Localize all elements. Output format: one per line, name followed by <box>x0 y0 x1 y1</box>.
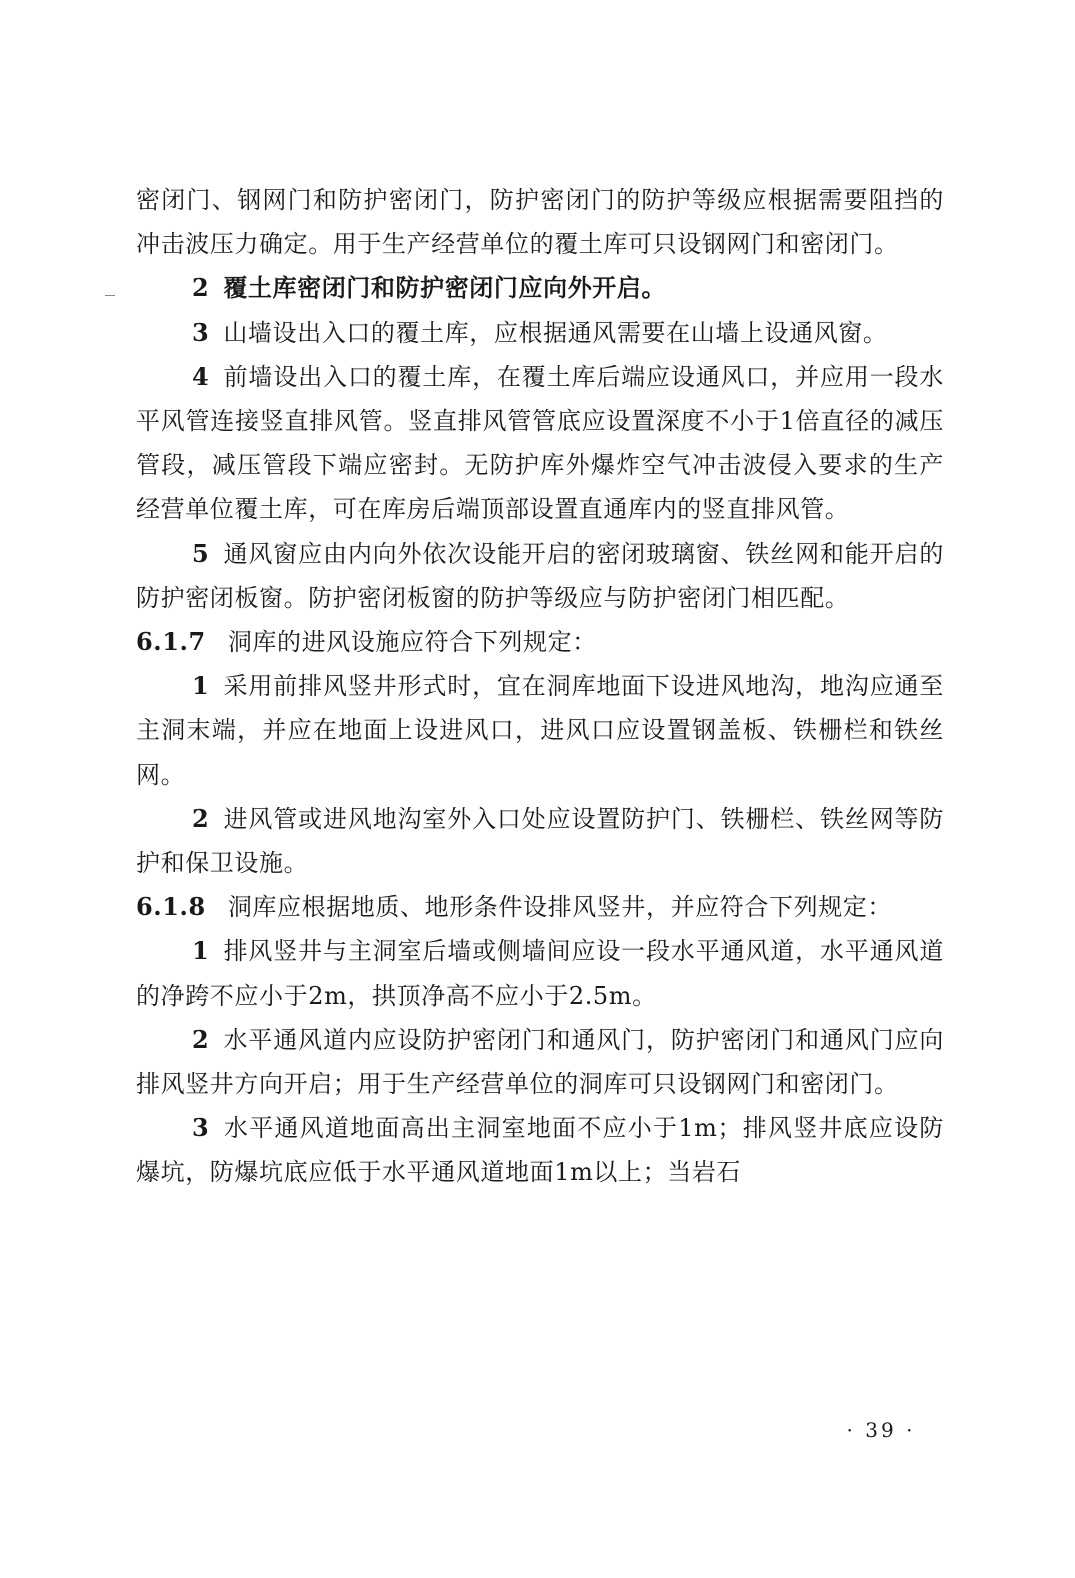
clause-item <box>136 664 944 797</box>
paragraph-text: 采用前排风竖井形式时，宜在洞库地面下设进风地沟，地沟应通至主洞末端，并应在地面上设进风口，进风口应设置钢盖板、铁栅栏和铁丝网。 <box>136 672 944 789</box>
clause-item <box>136 355 944 532</box>
clause-item <box>136 311 944 355</box>
clause-number: 6.1.7 <box>136 627 206 657</box>
item-number: 2 <box>192 1024 210 1054</box>
clause-item <box>136 1106 944 1194</box>
item-number: 3 <box>192 1113 210 1143</box>
clause-item <box>136 532 944 620</box>
item-number: 1 <box>192 671 210 701</box>
paragraph-text: 山墙设出入口的覆土库，应根据通风需要在山墙上设通风窗。 <box>223 318 888 347</box>
item-number: 2 <box>192 273 210 303</box>
item-number: 1 <box>192 936 210 966</box>
paragraph-text: 洞库应根据地质、地形条件设排风竖井，并应符合下列规定： <box>227 893 893 922</box>
paragraph-text: 洞库的进风设施应符合下列规定： <box>227 628 597 657</box>
paragraph-text: 排风竖井与主洞室后墙或侧墙间应设一段水平通风道，水平通风道的净跨不应小于2m，拱顶净高不应小于2.5m。 <box>136 937 944 1010</box>
clause-item <box>136 266 944 310</box>
page-number: · 39 · <box>846 1418 916 1442</box>
clause-item <box>136 797 944 885</box>
paragraph-text: 前墙设出入口的覆土库，在覆土库后端应设通风口，并应用一段水平风管连接竖直排风管。竖直排风管管底应设置深度不小于1倍直径的减压管段，减压管段下端应密封。无防护库外爆炸空气冲击波侵入要求的生产经营单位覆土库，可在库房后端顶部设置直通库内的竖直排风管。 <box>136 362 944 524</box>
clause-heading <box>136 620 944 664</box>
paragraph-text: 密闭门、钢网门和防护密闭门，防护密闭门的防护等级应根据需要阻挡的冲击波压力确定。用于生产经营单位的覆土库可只设钢网门和密闭门。 <box>136 186 944 259</box>
paragraph-text: 水平通风道地面高出主洞室地面不应小于1m；排风竖井底应设防爆坑，防爆坑底应低于水平通风道地面1m以上；当岩石 <box>136 1114 944 1187</box>
clause-heading <box>136 885 944 929</box>
paragraph-text: 覆土库密闭门和防护密闭门应向外开启。 <box>223 273 667 303</box>
paragraph-text: 水平通风道内应设防护密闭门和通风门，防护密闭门和通风门应向排风竖井方向开启；用于生产经营单位的洞库可只设钢网门和密闭门。 <box>136 1025 944 1099</box>
margin-mark <box>105 295 115 296</box>
paragraph-text: 通风窗应由内向外依次设能开启的密闭玻璃窗、铁丝网和能开启的防护密闭板窗。防护密闭板窗的防护等级应与防护密闭门相匹配。 <box>136 539 944 612</box>
paragraph-continuation <box>136 178 944 266</box>
clause-item <box>136 1018 944 1106</box>
item-number: 3 <box>192 317 210 347</box>
item-number: 5 <box>192 538 210 568</box>
item-number: 4 <box>192 361 210 391</box>
item-number: 2 <box>192 803 210 833</box>
clause-number: 6.1.8 <box>136 892 206 922</box>
body-text <box>136 178 944 1195</box>
clause-item <box>136 929 944 1017</box>
paragraph-text: 进风管或进风地沟室外入口处应设置防护门、铁栅栏、铁丝网等防护和保卫设施。 <box>136 804 944 878</box>
